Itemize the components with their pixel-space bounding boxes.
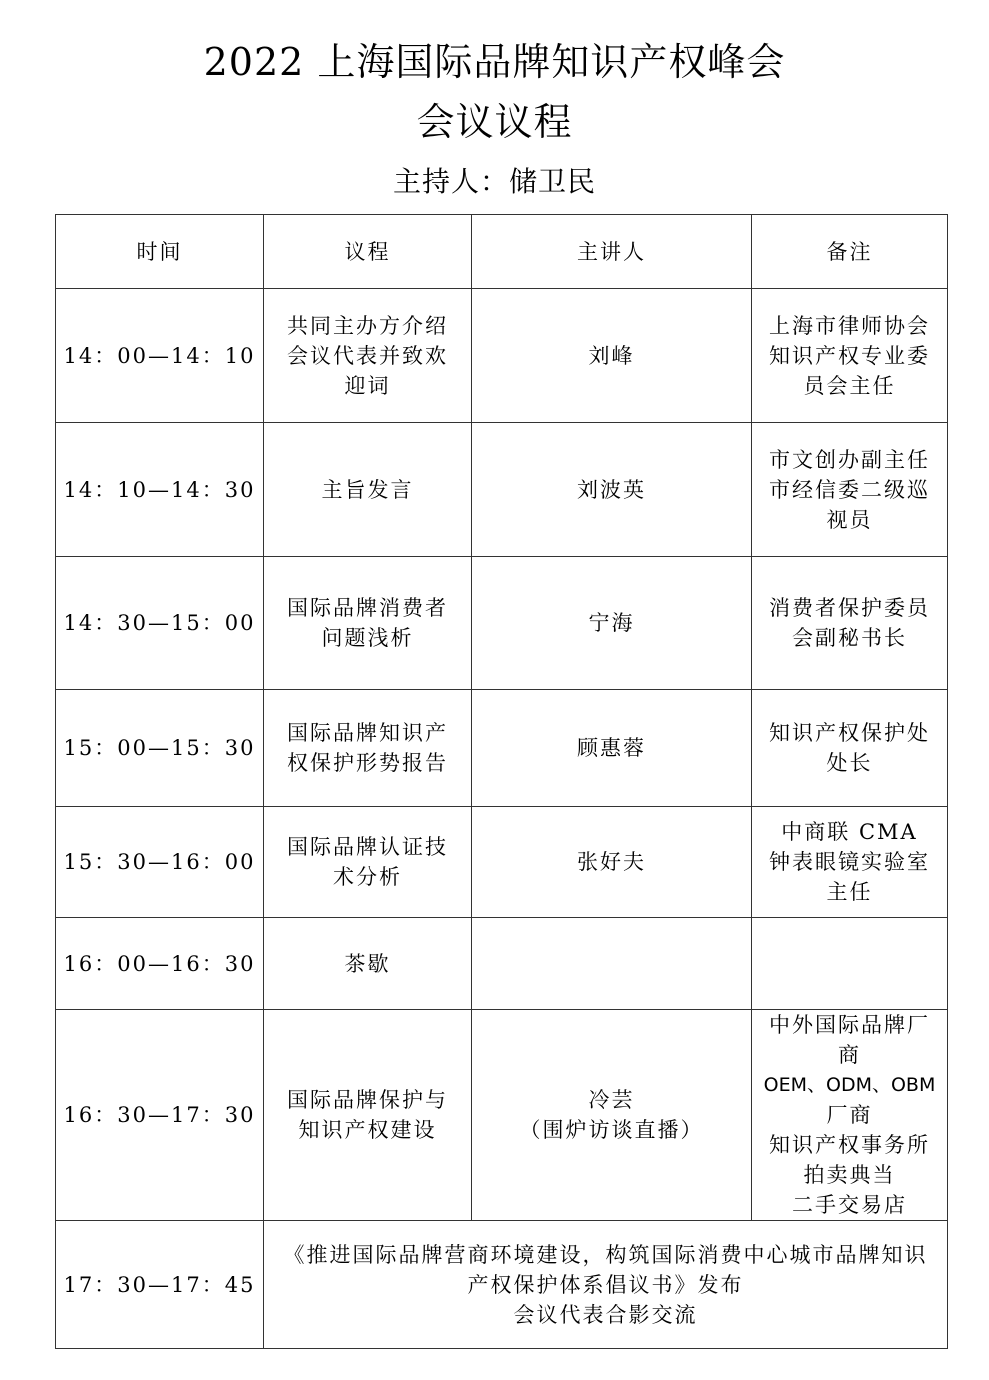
host-line: 主持人：储卫民	[392, 165, 596, 198]
row-agenda	[264, 807, 472, 918]
header-speaker: 主讲人	[472, 215, 752, 289]
row-speaker	[472, 918, 752, 1010]
agenda-line: 国际品牌认证技	[287, 835, 448, 859]
row-agenda	[264, 918, 472, 1010]
row-speaker	[472, 557, 752, 690]
row-agenda	[264, 690, 472, 807]
agenda-line: 国际品牌保护与	[287, 1088, 448, 1112]
header-note: 备注	[752, 215, 948, 289]
note-line: 视员	[826, 507, 873, 532]
row-time: 15：30—16：00	[56, 807, 264, 918]
row-speaker	[472, 423, 752, 557]
row-note	[752, 690, 948, 807]
note-line: 知识产权事务所	[769, 1133, 930, 1157]
agenda-line: 问题浅析	[321, 626, 414, 650]
note-line: 厂商	[826, 1103, 873, 1127]
agenda-line: 国际品牌消费者	[287, 596, 448, 620]
final-line: 会议代表合影交流	[513, 1302, 698, 1327]
table-row	[56, 423, 948, 557]
row-time: 14：00—14：10	[56, 289, 264, 423]
agenda-line: 知识产权建设	[298, 1118, 437, 1142]
agenda-line: 迎词	[344, 373, 391, 398]
note-line: 中商联 CMA	[781, 820, 918, 844]
row-note	[752, 918, 948, 1010]
note-line: 会副秘书长	[792, 626, 907, 650]
speaker-line: 刘峰	[588, 343, 635, 368]
note-line: 钟表眼镜实验室	[769, 850, 930, 874]
row-note	[752, 423, 948, 557]
note-line: 市经信委二级巡	[769, 477, 930, 502]
agenda-line: 共同主办方介绍	[287, 313, 448, 338]
table-row	[56, 1010, 948, 1221]
row-speaker	[472, 690, 752, 807]
speaker-line: 顾惠蓉	[577, 736, 646, 760]
speaker-line: 冷芸	[588, 1088, 635, 1112]
speaker-line: 刘波英	[577, 477, 646, 502]
table-row	[56, 807, 948, 918]
agenda-line: 主旨发言	[321, 477, 414, 502]
note-line: 拍卖典当	[803, 1163, 896, 1187]
note-line: 处长	[826, 751, 873, 775]
agenda-line: 国际品牌知识产	[287, 721, 448, 745]
note-line: 消费者保护委员	[769, 596, 930, 620]
note-line: OEM、ODM、OBM	[763, 1074, 936, 1096]
note-line: 知识产权专业委	[769, 343, 930, 368]
note-line: 主任	[826, 880, 873, 904]
agenda-table	[55, 214, 948, 1349]
row-speaker	[472, 289, 752, 423]
row-time: 15：00—15：30	[56, 690, 264, 807]
note-line: 二手交易店	[792, 1193, 907, 1217]
final-line: 产权保护体系倡议书》发布	[467, 1272, 744, 1297]
header-agenda: 议程	[264, 215, 472, 289]
note-line: 市文创办副主任	[769, 447, 930, 472]
agenda-line: 术分析	[333, 865, 402, 889]
row-note	[752, 1010, 948, 1221]
row-agenda	[264, 1010, 472, 1221]
note-line: 员会主任	[803, 373, 896, 398]
page-subtitle: 会议议程	[416, 100, 573, 144]
page-title: 2022 上海国际品牌知识产权峰会	[203, 40, 786, 84]
speaker-line: 张好夫	[577, 850, 646, 874]
row-agenda	[264, 423, 472, 557]
row-time: 14：30—15：00	[56, 557, 264, 690]
row-agenda	[264, 289, 472, 423]
header-time: 时间	[56, 215, 264, 289]
row-time: 16：00—16：30	[56, 918, 264, 1010]
row-agenda	[264, 557, 472, 690]
row-note	[752, 807, 948, 918]
note-line: 中外国际品牌厂商	[769, 1013, 930, 1067]
speaker-line: （围炉访谈直播）	[519, 1118, 704, 1142]
row-speaker	[472, 807, 752, 918]
table-row	[56, 690, 948, 807]
row-note	[752, 289, 948, 423]
note-line: 上海市律师协会	[769, 313, 930, 338]
table-row	[56, 557, 948, 690]
row-note	[752, 557, 948, 690]
final-line: 《推进国际品牌营商环境建设，构筑国际消费中心城市品牌知识	[283, 1242, 928, 1267]
agenda-line: 茶歇	[344, 951, 391, 976]
speaker-line: 宁海	[588, 611, 635, 635]
note-line: 知识产权保护处	[769, 721, 930, 745]
row-final-content	[264, 1221, 948, 1349]
row-speaker	[472, 1010, 752, 1221]
agenda-line: 会议代表并致欢	[287, 343, 448, 368]
table-header-row	[56, 215, 948, 289]
row-time: 16：30—17：30	[56, 1010, 264, 1221]
row-time: 14：10—14：30	[56, 423, 264, 557]
table-row	[56, 289, 948, 423]
agenda-line: 权保护形势报告	[287, 751, 448, 775]
table-row-final	[56, 1221, 948, 1349]
row-time: 17：30—17：45	[56, 1221, 264, 1349]
table-row	[56, 918, 948, 1010]
